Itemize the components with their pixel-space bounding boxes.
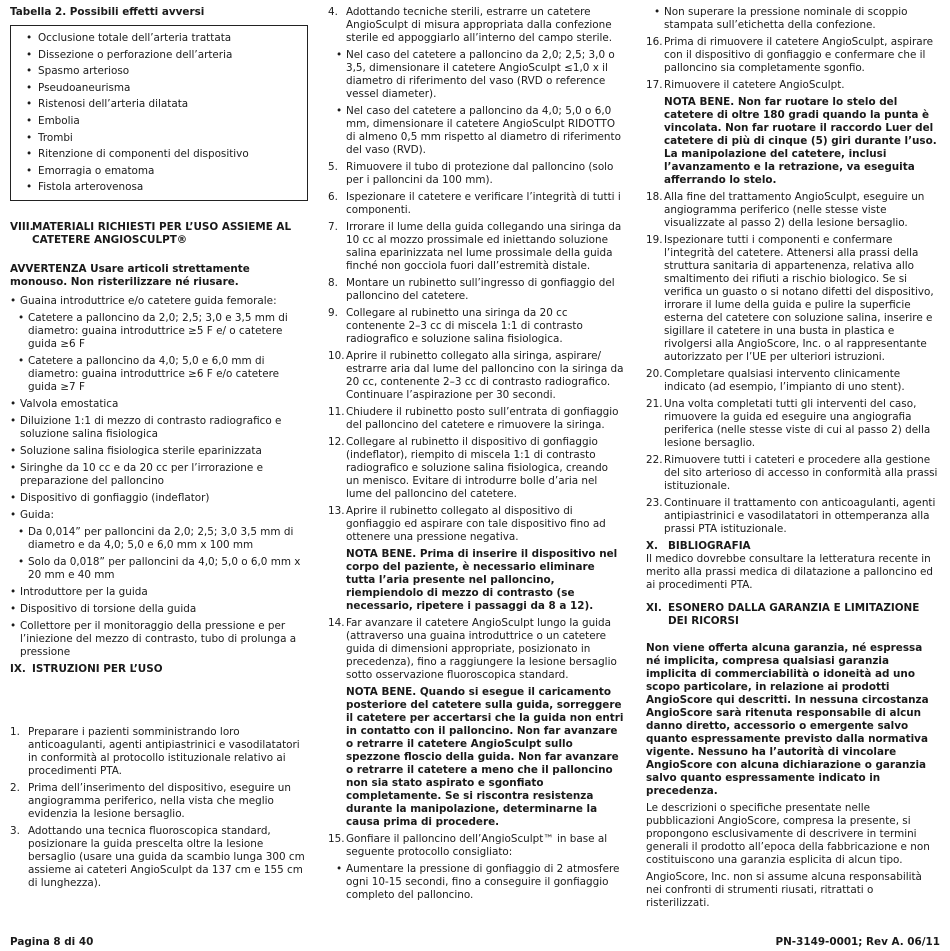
step: 2. Prima dell’inserimento del dispositivo, eseguire un angiogramma periferico, nella vista che meglio evidenzia la lesione bersaglio. xyxy=(10,781,291,820)
table-row: • Fistola arterovenosa xyxy=(11,179,307,196)
step: 5. Rimuovere il tubo di protezione dal palloncino (solo per i palloncini da 100 mm). xyxy=(328,161,614,186)
section-heading: IX. ISTRUZIONI PER L’USO xyxy=(10,662,163,675)
list-item: • Diluizione 1:1 di mezzo di contrasto radiografico e soluzione salina fisiologica xyxy=(10,415,308,441)
note-text: NOTA BENE. Non far ruotare lo stelo del catetere di oltre 180 gradi quando la punta è vincolata. Non far ruotare il raccordo Luer del catetere di più di cinque (5) giri durante l’uso. La manipolazione del catetere, inclusi l’avanzamento e la retrazione, va eseguita afferrando lo stelo. xyxy=(664,96,937,186)
table-row: • Embolia xyxy=(11,113,307,130)
list-item: • Introduttore per la guida xyxy=(10,586,308,599)
list-item: • Dispositivo di torsione della guida xyxy=(10,603,308,616)
step: 12. Collegare al rubinetto il dispositivo di gonfiaggio (indeflator), riempito di miscela 1:1 di contrasto radiografico e soluzione salina fisiologica, creando un menisco. Evitare di introdurre bolle d’aria nel lume del palloncino del catetere. xyxy=(328,436,609,500)
list-item: • Collettore per il monitoraggio della pressione e per l’iniezione del mezzo di contrasto, tubo di prolunga a pressione xyxy=(10,620,308,659)
paragraph: AngioScore, Inc. non si assume alcuna responsabilità nei confronti di strumenti riusati, ritrattati o risterilizzati. xyxy=(646,871,922,909)
column-3 xyxy=(646,6,940,914)
list-item: • Siringhe da 10 cc e da 20 cc per l’irrorazione e preparazione del palloncino xyxy=(10,462,308,488)
step: 10. Aprire il rubinetto collegato alla siringa, aspirare/ estrarre aria dal lume del palloncino con la siringa da 20 cc, contenente 2–3 cc di contrasto radiografico. Continuare l’aspirazione per 30 secondi. xyxy=(328,350,624,401)
document-code: PN-3149-0001; Rev A. 06/11 xyxy=(775,936,940,948)
column-2 xyxy=(328,6,624,906)
table-row: • Occlusione totale dell’arteria trattata xyxy=(11,30,307,47)
step: 8. Montare un rubinetto sull’ingresso di gonfiaggio del palloncino del catetere. xyxy=(328,277,615,302)
list-item: • Solo da 0,018” per palloncini da 4,0; 5,0 o 6,0 mm x 20 mm e 40 mm xyxy=(10,556,308,582)
step: 16. Prima di rimuovere il catetere AngioSculpt, aspirare con il dispositivo di gonfiaggio e confermare che il palloncino sia completamente sgonfio. xyxy=(646,36,934,74)
step: 4. Adottando tecniche sterili, estrarre un catetere AngioSculpt di misura appropriata dalla confezione sterile ed appoggiarlo all’interno del campo sterile. xyxy=(328,6,613,44)
warning-text: AVVERTENZA Usare articoli strettamente monouso. Non risterilizzare né riusare. xyxy=(10,262,250,288)
table-row: • Pseudoaneurisma xyxy=(11,80,307,97)
step: 19. Ispezionare tutti i componenti e confermare l’integrità del catetere. Attenersi alla prassi della struttura sanitaria di appartenenza, relativa allo smaltimento dei rifiuti a rischio biologico. Se si verifica un guasto o si notano difetti del dispositivo, irrorare il lume della guida e pulire la superficie esterna del catetere con soluzione salina, inserire e sigillare il catetere in una busta in plastica e rivolgersi alla AngioScore, Inc. o al rappresentante autorizzato per l’UE per ulteriori istruzioni. xyxy=(646,234,934,363)
step: 23. Continuare il trattamento con anticoagulanti, agenti antipiastrinici e vasodilatatori in ottemperanza alla prassi PTA istituzionale. xyxy=(646,497,936,535)
step: 6. Ispezionare il catetere e verificare l’integrità di tutti i componenti. xyxy=(328,191,621,216)
list-item: • Catetere a palloncino da 2,0; 2,5; 3,0 e 3,5 mm di diametro: guaina introduttrice ≥5 F e/ o catetere guida ≥6 F xyxy=(10,312,308,351)
list-item: • Catetere a palloncino da 4,0; 5,0 e 6,0 mm di diametro: guaina introduttrice ≥6 F e/o catetere guida ≥7 F xyxy=(10,355,308,394)
step: 17. Rimuovere il catetere AngioSculpt. xyxy=(646,79,845,91)
list-item: • Valvola emostatica xyxy=(10,398,308,411)
table-row: • Spasmo arterioso xyxy=(11,63,307,80)
list-item: • Nel caso del catetere a palloncino da 2,0; 2,5; 3,0 o 3,5, dimensionare il catetere AngioSculpt ≤1,0 x il diametro di riferimento del vaso (RVD o reference vessel diameter). xyxy=(328,49,624,101)
section-heading: XI. ESONERO DALLA GARANZIA E LIMITAZIONE DEI RICORSI xyxy=(646,602,920,627)
step: 1. Preparare i pazienti somministrando loro anticoagulanti, agenti antipiastrinici e vasodilatatori in conformità al protocollo istituzionale relativo ai procedimenti PTA. xyxy=(10,725,300,777)
table-row: • Ristenosi dell’arteria dilatata xyxy=(11,96,307,113)
section-heading: VIII. MATERIALI RICHIESTI PER L’USO ASSIEME AL CATETERE ANGIOSCULPT® xyxy=(10,220,292,246)
note-text: NOTA BENE. Quando si esegue il caricamento posteriore del catetere sulla guida, sorreggere il catetere per accertarsi che la guida non entri in contatto con il palloncino. Non far avanzare o retrarre il catetere AngioSculpt sullo spezzone floscio della guida. Non far avanzare o retrarre il catetere a meno che il palloncino non sia stato aspirato e sgonfiato completamente. Se si riscontra resistenza durante la manipolazione, determinarne la causa prima di procedere. xyxy=(346,686,624,828)
list-item: • Nel caso del catetere a palloncino da 4,0; 5,0 o 6,0 mm, dimensionare il catetere AngioSculpt RIDOTTO di almeno 0,5 mm rispetto al diametro di riferimento del vaso (RVD). xyxy=(328,105,624,157)
paragraph: Le descrizioni o specifiche presentate nelle pubblicazioni AngioScore, compresa la presente, si propongono esclusivamente di descrivere in termini generali il prodotto all’epoca della fabbricazione e non costituiscono una garanzia esplicita di alcun tipo. xyxy=(646,802,930,866)
list-item: • Non superare la pressione nominale di scoppio stampata sull’etichetta della confezione. xyxy=(646,6,940,32)
column-1 xyxy=(10,6,308,894)
table-row: • Trombi xyxy=(11,130,307,147)
table-row: • Dissezione o perforazione dell’arteria xyxy=(11,47,307,64)
bibliography-text: Il medico dovrebbe consultare la letteratura recente in merito alla prassi medica di dilatazione a palloncino ed ai procedimenti PTA. xyxy=(646,553,933,591)
step: 20. Completare qualsiasi intervento clinicamente indicato (ad esempio, l’impianto di uno stent). xyxy=(646,368,905,393)
step: 14. Far avanzare il catetere AngioSculpt lungo la guida (attraverso una guaina introduttrice o un catetere guida di dimensioni appropriate, posizionato in precedenza), fino a raggiungere la lesione bersaglio sotto osservazione fluoroscopica standard. xyxy=(328,617,617,681)
list-item: • Aumentare la pressione di gonfiaggio di 2 atmosfere ogni 10-15 secondi, fino a conseguire il gonfiaggio completo del palloncino. xyxy=(328,863,624,902)
step: 7. Irrorare il lume della guida collegando una siringa da 10 cc al mozzo prossimale ed iniettando soluzione salina eparinizzata nel lume prossimale della guida finché non gocciola fuori dall’estremità distale. xyxy=(328,221,622,272)
note-text: NOTA BENE. Prima di inserire il dispositivo nel corpo del paziente, è necessario eliminare tutta l’aria presente nel palloncino, riempiendolo di mezzo di contrasto (se necessario, ripetere i passaggi da 8 a 12). xyxy=(346,548,618,612)
step: 9. Collegare al rubinetto una siringa da 20 cc contenente 2–3 cc di miscela 1:1 di contrasto radiografico e soluzione salina fisiologica. xyxy=(328,307,583,345)
step: 22. Rimuovere tutti i cateteri e procedere alla gestione del sito arterioso di accesso in conformità alla prassi istituzionale. xyxy=(646,454,938,492)
list-item: • Dispositivo di gonfiaggio (indeflator) xyxy=(10,492,308,505)
table-row: • Emorragia o ematoma xyxy=(11,163,307,180)
section-heading: X. BIBLIOGRAFIA xyxy=(646,540,751,552)
list-item: • Guida: xyxy=(10,509,308,522)
list-item: • Soluzione salina fisiologica sterile eparinizzata xyxy=(10,445,308,458)
step: 21. Una volta completati tutti gli interventi del caso, rimuovere la guida ed eseguire una angiografia periferica (nelle stesse viste di cui al passo 2) della lesione bersaglio. xyxy=(646,398,931,449)
list-item: • Da 0,014” per palloncini da 2,0; 2,5; 3,0 3,5 mm di diametro e da 4,0; 5,0 e 6,0 mm x 100 mm xyxy=(10,526,308,552)
list-item: • Guaina introduttrice e/o catetere guida femorale: xyxy=(10,295,308,308)
disclaimer-text: Non viene offerta alcuna garanzia, né espressa né implicita, compresa qualsiasi garanzia implicita di commerciabilità o idoneità ad uno scopo particolare, in relazione ai prodotti AngioScore qui descritti. In nessuna circostanza AngioScore sarà ritenuta responsabile di alcun danno diretto, accessorio o emergente salvo quanto espressamente previsto dalla normativa vigente. Nessuno ha l’autorità di vincolare AngioScore con alcuna dichiarazione o garanzia salvo quanto espressamente indicato in precedenza. xyxy=(646,642,929,797)
table-title: Tabella 2. Possibili effetti avversi xyxy=(10,6,205,18)
page-number: Pagina 8 di 40 xyxy=(10,936,94,948)
step: 11. Chiudere il rubinetto posto sull’entrata di gonfiaggio del palloncino del catetere e rimuovere la siringa. xyxy=(328,406,619,431)
step: 3. Adottando una tecnica fluoroscopica standard, posizionare la guida prescelta oltre la lesione bersaglio (usare una guida da scambio lunga 300 cm assieme ai cateteri AngioSculpt da 137 cm e 155 cm di lunghezza). xyxy=(10,824,305,889)
step: 18. Alla fine del trattamento AngioSculpt, eseguire un angiogramma periferico (nelle stesse viste visualizzate al passo 2) della lesione bersaglio. xyxy=(646,191,925,229)
step: 15. Gonfiare il palloncino dell’AngioSculpt™ in base al seguente protocollo consigliato: xyxy=(328,833,608,858)
step: 13. Aprire il rubinetto collegato al dispositivo di gonfiaggio ed aspirare con tale dispositivo fino ad ottenere una pressione negativa. xyxy=(328,505,606,543)
adverse-effects-table xyxy=(10,25,308,201)
table-row: • Ritenzione di componenti del dispositivo xyxy=(11,146,307,163)
